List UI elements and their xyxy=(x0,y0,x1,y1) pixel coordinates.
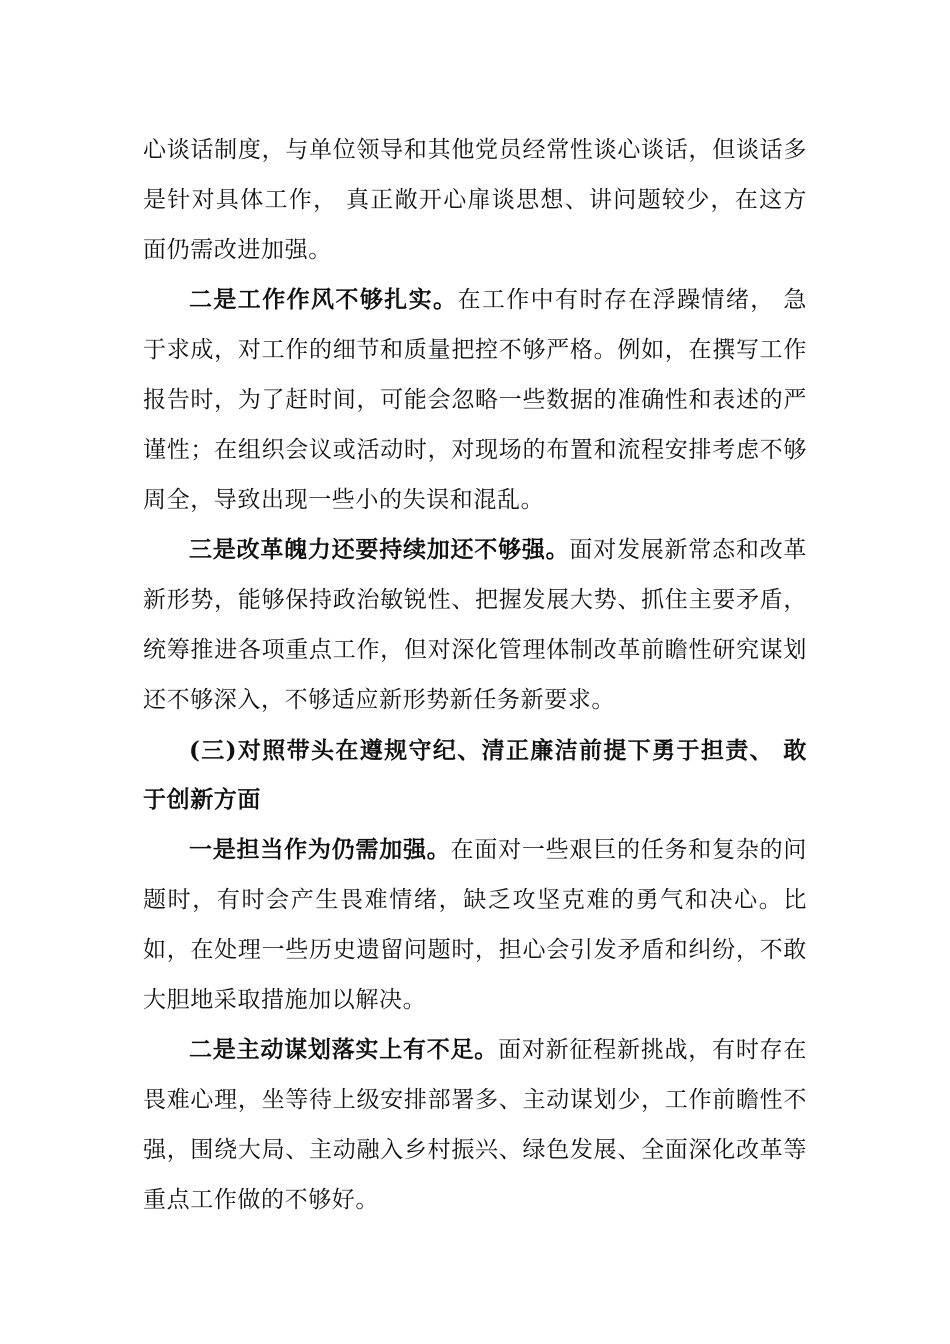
paragraph-lead-heading: 一是担当作为仍需加强。 xyxy=(189,836,451,864)
paragraph-reform-courage xyxy=(143,525,807,725)
paragraph-text: 在工作中有时存在浮躁情绪， 急于求成，对工作的细节和质量把控不够严格。例如，在撰写工作报告时，为了赶时间，可能会忽略一些数据的准确性和表述的严谨性；在组织会议或活动时，对现场的布置和流程安排考虑不够周全，导致出现一些小的失误和混乱。 xyxy=(143,287,807,513)
section-heading-text: (三)对照带头在遵规守纪、清正廉洁前提下勇于担责、 敢于创新方面 xyxy=(143,736,807,814)
document-body xyxy=(143,126,807,1226)
paragraph-responsibility xyxy=(143,825,807,1025)
paragraph-lead-heading: 二是工作作风不够扎实。 xyxy=(189,286,458,314)
paragraph-work-style xyxy=(143,275,807,525)
paragraph-text: 在面对一些艰巨的任务和复杂的问题时，有时会产生畏难情绪，缺乏攻坚克难的勇气和决心。比如，在处理一些历史遗留问题时，担心会引发矛盾和纠纷，不敢大胆地采取措施加以解决。 xyxy=(143,837,808,1013)
paragraph-lead-heading: 二是主动谋划落实上有不足。 xyxy=(189,1036,499,1064)
paragraph-lead-heading: 三是改革魄力还要持续加还不够强。 xyxy=(189,536,570,564)
paragraph-continued-talk-system xyxy=(143,126,807,275)
paragraph-proactive-planning xyxy=(143,1025,807,1225)
section-heading-three xyxy=(143,726,807,826)
paragraph-text: 面对发展新常态和改革新形势，能够保持政治敏锐性、把握发展大势、抓住主要矛盾，统筹推进各项重点工作，但对深化管理体制改革前瞻性研究谋划还不够深入，不够适应新形势新任务新要求。 xyxy=(143,537,808,713)
paragraph-text: 面对新征程新挑战，有时存在畏难心理，坐等待上级安排部署多、主动谋划少，工作前瞻性不强，围绕大局、主动融入乡村振兴、绿色发展、全面深化改革等重点工作做的不够好。 xyxy=(143,1037,807,1213)
paragraph-text: 心谈话制度，与单位领导和其他党员经常性谈心谈话，但谈话多是针对具体工作， 真正敞开心扉谈思想、讲问题较少，在这方面仍需改进加强。 xyxy=(143,137,807,263)
